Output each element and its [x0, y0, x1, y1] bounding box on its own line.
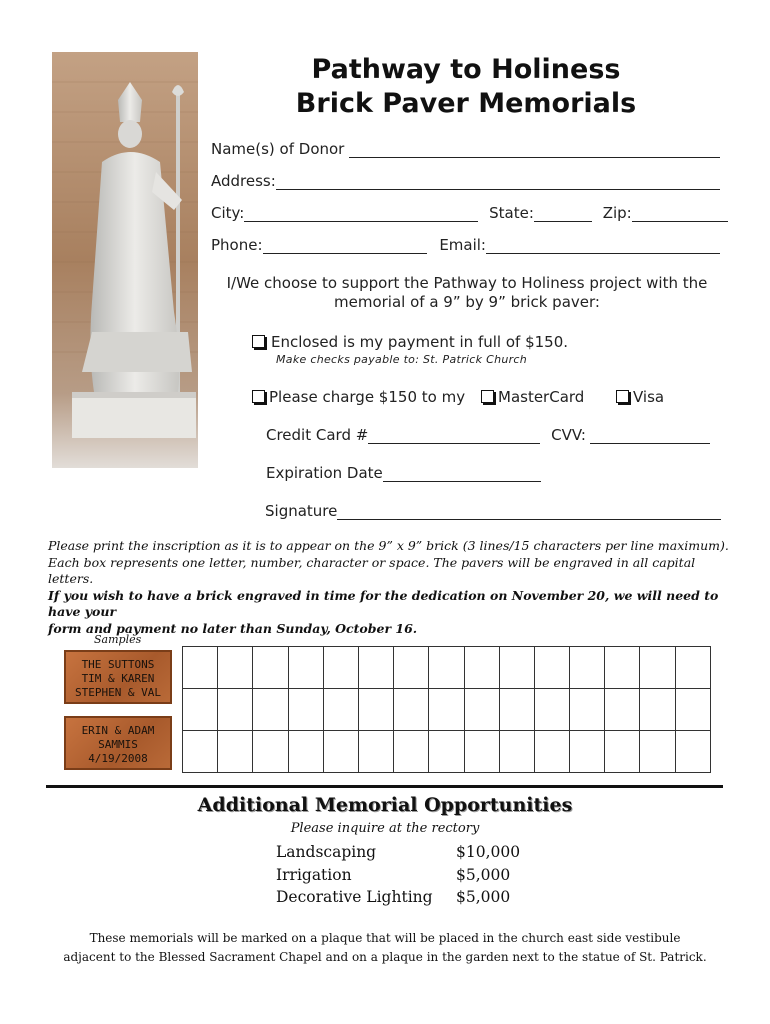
section-divider: [46, 785, 723, 788]
additional-items: [276, 841, 520, 909]
letter-box[interactable]: [429, 731, 464, 773]
sample-brick-2-line2: SAMMIS: [98, 738, 138, 751]
letter-box[interactable]: [394, 731, 429, 773]
zip-line[interactable]: [632, 207, 728, 222]
letter-box[interactable]: [183, 647, 218, 689]
letter-box[interactable]: [605, 689, 640, 731]
letter-box[interactable]: [394, 647, 429, 689]
expiration-label: Expiration Date: [266, 464, 383, 482]
sample-brick-1-line2: TIM & KAREN: [81, 672, 155, 685]
signature-label: Signature: [265, 502, 338, 520]
letter-box[interactable]: [570, 689, 605, 731]
checks-note: Make checks payable to: St. Patrick Church: [276, 353, 528, 366]
email-line[interactable]: [486, 239, 720, 254]
inscription-grid[interactable]: [182, 646, 711, 773]
credit-card-row[interactable]: [266, 426, 710, 444]
footer-line1: These memorials will be marked on a plaque that will be placed in the church east side vestibule: [89, 931, 681, 945]
sample-brick-2: [64, 716, 172, 770]
letter-box[interactable]: [218, 731, 253, 773]
letter-box[interactable]: [183, 689, 218, 731]
state-line[interactable]: [534, 207, 592, 222]
visa-option[interactable]: [616, 388, 664, 406]
phone-email-row[interactable]: [211, 236, 720, 254]
charge-option[interactable]: [252, 388, 465, 406]
letter-box[interactable]: [183, 731, 218, 773]
letter-box[interactable]: [675, 731, 710, 773]
visa-label: Visa: [633, 388, 665, 406]
grid-row: [183, 647, 711, 689]
letter-box[interactable]: [570, 647, 605, 689]
sample-brick-1-line1: THE SUTTONS: [81, 658, 155, 671]
cvv-line[interactable]: [590, 429, 710, 444]
phone-label: Phone:: [211, 236, 263, 254]
additional-item: [276, 886, 520, 909]
signature-row[interactable]: [265, 502, 721, 520]
letter-box[interactable]: [640, 647, 675, 689]
letter-box[interactable]: [429, 689, 464, 731]
zip-label: Zip:: [602, 204, 632, 222]
instructions-line1: Please print the inscription as it is to appear on the 9” x 9” brick (3 lines/15 characters per line maximum).: [48, 538, 729, 553]
letter-box[interactable]: [499, 647, 534, 689]
support-statement: [212, 274, 722, 312]
city-line[interactable]: [244, 207, 478, 222]
letter-box[interactable]: [675, 689, 710, 731]
signature-line[interactable]: [337, 505, 721, 520]
phone-line[interactable]: [263, 239, 427, 254]
enclosed-option[interactable]: [252, 333, 568, 351]
letter-box[interactable]: [253, 647, 288, 689]
item-name: Landscaping: [276, 843, 377, 861]
support-line1: I/We choose to support the Pathway to Holiness project with the: [226, 274, 708, 292]
grid-row: [183, 731, 711, 773]
page-title-line1: Pathway to Holiness: [311, 54, 621, 85]
letter-box[interactable]: [323, 731, 358, 773]
letter-box[interactable]: [288, 689, 323, 731]
letter-box[interactable]: [358, 689, 393, 731]
letter-box[interactable]: [358, 731, 393, 773]
footer-line2: adjacent to the Blessed Sacrament Chapel and on a plaque in the garden next to the statue of St. Patrick.: [63, 950, 707, 964]
grid-row: [183, 689, 711, 731]
address-line[interactable]: [276, 175, 720, 190]
letter-box[interactable]: [464, 689, 499, 731]
additional-item: [276, 864, 520, 887]
letter-box[interactable]: [429, 647, 464, 689]
letter-box[interactable]: [253, 689, 288, 731]
state-label: State:: [489, 204, 534, 222]
instructions-line4: form and payment no later than Sunday, October 16.: [48, 620, 418, 636]
sample-brick-1-line3: STEPHEN & VAL: [74, 686, 162, 699]
donor-field[interactable]: [211, 140, 720, 158]
letter-box[interactable]: [464, 731, 499, 773]
expiration-line[interactable]: [383, 467, 541, 482]
item-price: $10,000: [456, 843, 521, 861]
visa-checkbox[interactable]: [616, 390, 629, 403]
sample-brick-2-line1: ERIN & ADAM: [81, 724, 155, 737]
email-label: Email:: [439, 236, 486, 254]
charge-checkbox[interactable]: [252, 390, 265, 403]
address-label: Address:: [211, 172, 276, 190]
samples-label: Samples: [94, 633, 142, 646]
footer-note: [0, 929, 770, 967]
instructions-line2: Each box represents one letter, number, character or space. The pavers will be engraved in all capital letters.: [48, 554, 696, 586]
donor-label: Name(s) of Donor: [211, 140, 345, 158]
instructions: [48, 538, 738, 637]
letter-box[interactable]: [675, 647, 710, 689]
letter-box[interactable]: [218, 647, 253, 689]
additional-subheading: Please inquire at the rectory: [290, 821, 480, 836]
support-line2: memorial of a 9” by 9” brick paver:: [334, 293, 600, 311]
city-state-zip-row[interactable]: [211, 204, 728, 222]
mastercard-option[interactable]: [481, 388, 584, 406]
credit-card-label: Credit Card #: [266, 426, 369, 444]
city-label: City:: [211, 204, 245, 222]
additional-heading: Additional Memorial Opportunities: [197, 794, 573, 816]
item-price: $5,000: [456, 865, 511, 884]
mastercard-label: MasterCard: [498, 388, 585, 406]
letter-box[interactable]: [605, 647, 640, 689]
letter-box[interactable]: [570, 731, 605, 773]
letter-box[interactable]: [534, 647, 569, 689]
cvv-label: CVV:: [551, 426, 586, 444]
instructions-line3: If you wish to have a brick engraved in time for the dedication on November 20, we will need to have your: [48, 587, 719, 619]
item-name: Irrigation: [276, 865, 352, 884]
letter-box[interactable]: [358, 647, 393, 689]
charge-label: Please charge $150 to my: [269, 388, 466, 406]
letter-box[interactable]: [323, 647, 358, 689]
address-field[interactable]: [211, 172, 720, 190]
additional-item: [276, 841, 520, 864]
enclosed-checkbox[interactable]: [252, 335, 265, 348]
letter-box[interactable]: [605, 731, 640, 773]
enclosed-label: Enclosed is my payment in full of $150.: [271, 333, 569, 351]
letter-box[interactable]: [253, 731, 288, 773]
mastercard-checkbox[interactable]: [481, 390, 494, 403]
letter-box[interactable]: [640, 689, 675, 731]
credit-card-line[interactable]: [368, 429, 540, 444]
letter-box[interactable]: [534, 731, 569, 773]
letter-box[interactable]: [534, 689, 569, 731]
statue-photo: [52, 52, 198, 468]
sample-brick-1: [64, 650, 172, 704]
donor-line[interactable]: [349, 143, 720, 158]
letter-box[interactable]: [394, 689, 429, 731]
letter-box[interactable]: [323, 689, 358, 731]
expiration-row[interactable]: [266, 464, 541, 482]
page-title-line2: Brick Paver Memorials: [295, 88, 637, 119]
item-price: $5,000: [456, 888, 511, 906]
letter-box[interactable]: [218, 689, 253, 731]
sample-brick-2-line3: 4/19/2008: [88, 752, 148, 765]
letter-box[interactable]: [499, 731, 534, 773]
letter-box[interactable]: [288, 731, 323, 773]
letter-box[interactable]: [288, 647, 323, 689]
letter-box[interactable]: [640, 731, 675, 773]
letter-box[interactable]: [464, 647, 499, 689]
letter-box[interactable]: [499, 689, 534, 731]
item-name: Decorative Lighting: [276, 888, 433, 906]
